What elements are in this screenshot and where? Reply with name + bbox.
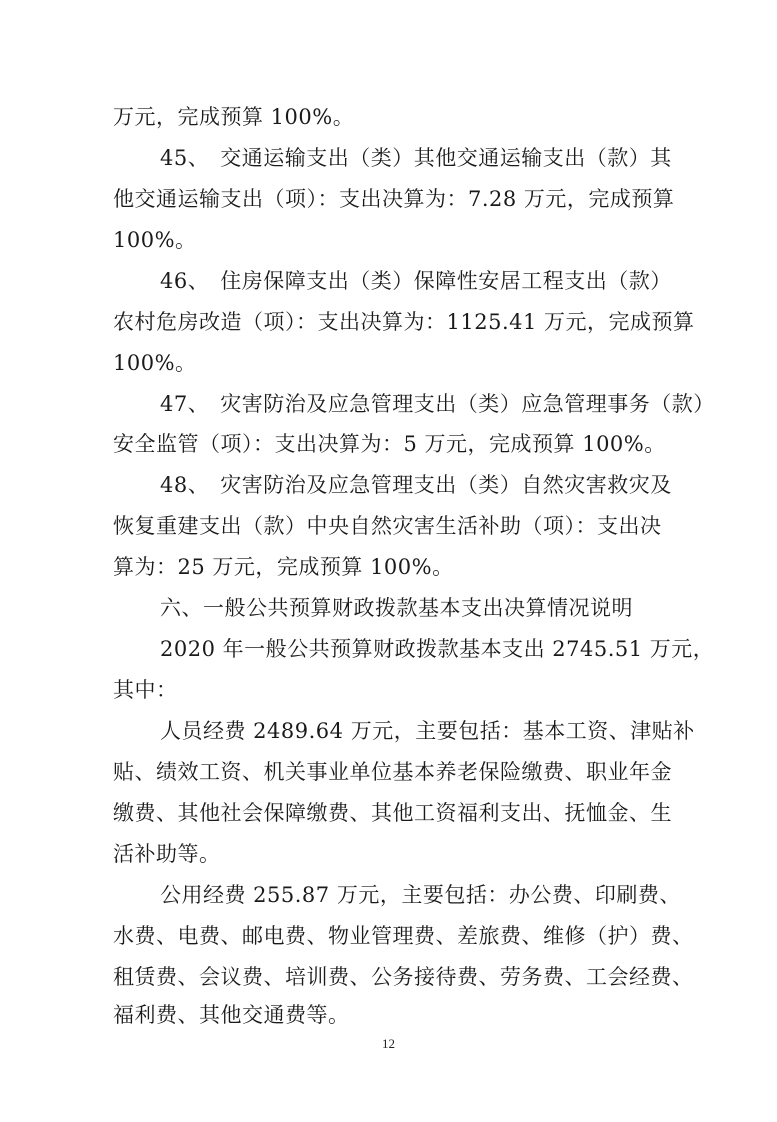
paragraph-line: 租赁费、会议费、培训费、公务接待费、劳务费、工会经费、 [113,965,694,989]
paragraph-line: 人员经费 2489.64 万元，主要包括：基本工资、津贴补 [160,719,695,743]
paragraph-line: 48、 灾害防治及应急管理支出（类）自然灾害救灾及 [160,473,672,497]
page-number: 12 [382,1036,395,1051]
paragraph-line: 45、 交通运输支出（类）其他交通运输支出（款）其 [160,146,672,170]
paragraph-line: 100%。 [113,228,197,252]
paragraph-line: 缴费、其他社会保障缴费、其他工资福利支出、抚恤金、生 [113,801,672,825]
paragraph-line: 2020 年一般公共预算财政拨款基本支出 2745.51 万元， [160,637,715,661]
paragraph-line: 万元，完成预算 100%。 [113,105,355,129]
paragraph-line: 47、 灾害防治及应急管理支出（类）应急管理事务（款） [160,392,715,416]
paragraph-line: 算为：25 万元，完成预算 100%。 [113,555,454,579]
paragraph-line: 安全监管（项）：支出决算为：5 万元，完成预算 100%。 [113,432,666,456]
paragraph-line: 福利费、其他交通费等。 [113,1003,350,1027]
paragraph-line: 其中： [113,678,178,702]
paragraph-line: 活补助等。 [113,842,221,866]
paragraph-line: 他交通运输支出（项）：支出决算为：7.28 万元，完成预算 [113,187,675,211]
paragraph-line: 恢复重建支出（款）中央自然灾害生活补助（项）：支出决 [113,514,662,538]
paragraph-line: 农村危房改造（项）：支出决算为：1125.41 万元，完成预算 [113,310,695,334]
paragraph-line: 46、 住房保障支出（类）保障性安居工程支出（款） [160,269,672,293]
paragraph-line: 贴、绩效工资、机关事业单位基本养老保险缴费、职业年金 [113,760,672,784]
paragraph-line: 100%。 [113,351,197,375]
section-heading: 六、一般公共预算财政拨款基本支出决算情况说明 [160,596,633,620]
paragraph-line: 水费、电费、邮电费、物业管理费、差旅费、维修（护）费、 [113,924,694,948]
paragraph-line: 公用经费 255.87 万元，主要包括：办公费、印刷费、 [160,883,681,907]
